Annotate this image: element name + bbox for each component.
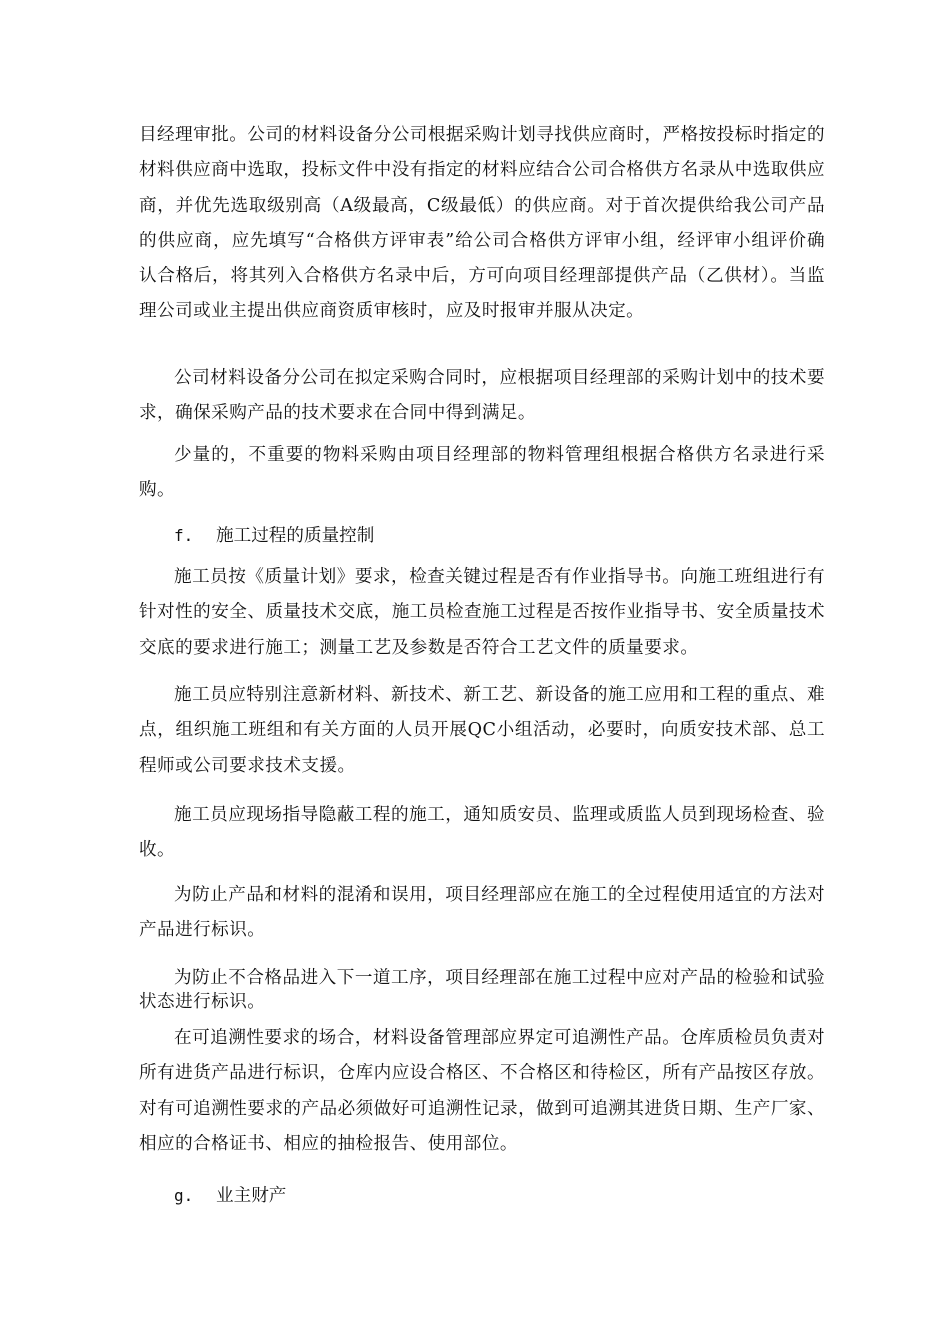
section-heading-f <box>174 518 374 554</box>
paragraph-new-technology: 施工员应特别注意新材料、新技术、新工艺、新设备的施工应用和工程的重点、难点，组织施工班组和有关方面的人员开展QC小组活动，必要时，向质安技术部、总工程师或公司要求技术支援。 <box>139 685 825 776</box>
paragraph-inspection-status: 为防止不合格品进入下一道工序，项目经理部在施工过程中应对产品的检验和试验状态进行标识。 <box>139 968 825 1012</box>
section-marker-f: f. <box>174 526 194 545</box>
paragraph-purchase-contract: 公司材料设备分公司在拟定采购合同时，应根据项目经理部的采购计划中的技术要求，确保采购产品的技术要求在合同中得到满足。 <box>139 368 825 424</box>
section-title-f: 施工过程的质量控制 <box>216 526 375 546</box>
paragraph-product-marking: 为防止产品和材料的混淆和误用，项目经理部应在施工的全过程使用适宜的方法对产品进行标识。 <box>139 885 825 941</box>
paragraph-construction-check: 施工员按《质量计划》要求，检查关键过程是否有作业指导书。向施工班组进行有针对性的安全、质量技术交底，施工员检查施工过程是否按作业指导书、安全质量技术交底的要求进行施工；测量工艺及参数是否符合工艺文件的质量要求。 <box>139 567 825 658</box>
paragraph-minor-purchases: 少量的，不重要的物料采购由项目经理部的物料管理组根据合格供方名录进行采购。 <box>139 445 825 501</box>
paragraph-traceability: 在可追溯性要求的场合，材料设备管理部应界定可追溯性产品。仓库质检员负责对所有进货产品进行标识，仓库内应设合格区、不合格区和待检区，所有产品按区存放。对有可追溯性要求的产品必须做好可追溯性记录，做到可追溯其进货日期、生产厂家、相应的合格证书、相应的抽检报告、使用部位。 <box>139 1028 825 1154</box>
paragraph-hidden-works: 施工员应现场指导隐蔽工程的施工，通知质安员、监理或质监人员到现场检查、验收。 <box>139 805 825 861</box>
section-title-g: 业主财产 <box>216 1186 287 1206</box>
section-heading-g <box>174 1178 286 1214</box>
paragraph-supplier-selection: 目经理审批。公司的材料设备分公司根据采购计划寻找供应商时，严格按投标时指定的材料供应商中选取，投标文件中没有指定的材料应结合公司合格供方名录从中选取供应商，并优先选取级别高（A级最高，C级最低）的供应商。对于首次提供给我公司产品的供应商，应先填写“合格供方评审表”给公司合格供方评审小组，经评审小组评价确认合格后，将其列入合格供方名录中后，方可向项目经理部提供产品（乙供材）。当监理公司或业主提出供应商资质审核时，应及时报审并服从决定。 <box>139 125 825 322</box>
section-marker-g: g. <box>174 1186 194 1205</box>
